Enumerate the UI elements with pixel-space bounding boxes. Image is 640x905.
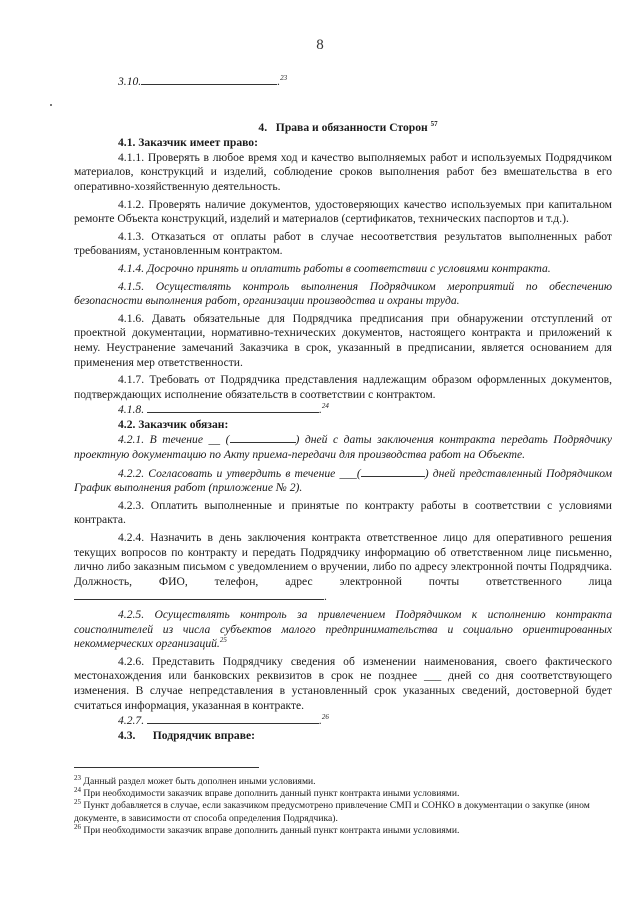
- clause-3-10-number: 3.10.: [118, 75, 142, 88]
- blank-line: [361, 466, 425, 477]
- clause-4-2-2: 4.2.2. Согласовать и утвердить в течение ___( ) дней представленный Подрядчиком График выполнения работ (приложение № 2).: [74, 466, 612, 495]
- subsection-heading: 4.1. Заказчик имеет право:: [118, 136, 258, 150]
- blank-line: [141, 74, 277, 85]
- blank-line: [147, 713, 319, 724]
- footnote-ref: 24: [321, 402, 329, 411]
- page-number: 8: [316, 37, 324, 53]
- clause-4-2-1: 4.2.1. В течение __ ( ) дней с даты заключения контракта передать Подрядчику проектную документацию по Акту приема-передачи для производства работ на Объекте.: [74, 433, 613, 462]
- clause-3-10: 3.10. .$^{23}$: [118, 74, 288, 88]
- clause-4-2-7: 4.2.7. .$^{26}$: [118, 713, 329, 728]
- clause-4-1-3: 4.1.3. Отказаться от оплаты работ в случае несоответствия результатов выполненных работ требованиям, установленным контрактом.: [74, 229, 612, 258]
- footnote-separator: [74, 767, 259, 768]
- clause-4-2-3: 4.2.3. Оплатить выполненные и принятые по контракту работы в соответствии с условиями контракта.: [74, 498, 612, 527]
- footnote: $^{24}$ При необходимости заказчик вправе дополнить данный пункт контракта иными условиями.: [74, 786, 460, 800]
- clause-4-1-7: 4.1.7. Требовать от Подрядчика представления надлежащим образом оформленных документов, подтверждающих исполнение обязательств в соответствии с контрактом.: [74, 373, 612, 401]
- clause-4-1-5: 4.1.5. Осуществлять контроль выполнения Подрядчиком мероприятий по обеспечению безопасности выполнения работ, организации производства и охраны труда.: [74, 279, 612, 308]
- footnote-ref: 57: [430, 119, 438, 128]
- clause-4-1-4: 4.1.4. Досрочно принять и оплатить работы в соответствии с условиями контракта.: [118, 261, 551, 275]
- clause-4-1-8: 4.1.8. .$^{24}$: [118, 402, 329, 417]
- clause-4-2-5: 4.2.5. Осуществлять контроль за привлечением Подрядчиком к исполнению контракта соисполнителей из числа субъектов малого предпринимательства и социально ориентированных некоммерческих организаций.$^{25}$: [74, 608, 612, 651]
- footnote-ref: 23: [280, 74, 288, 83]
- clause-4-2-4: 4.2.4. Назначить в день заключения контракта ответственное лицо для оперативного решения текущих вопросов по контракту и передать Подрядчику информацию об ответственном лице письменно, лично либо заказным письмом с уведомлением о вручении, либо по адресу электронной почты Подрядчика. Должность, ФИО, телефон, адрес электронной почты ответственного лица.: [74, 531, 612, 604]
- scan-speck: [50, 104, 52, 106]
- subsection-heading: 4.3. Подрядчик вправе:: [118, 728, 255, 742]
- footnote-ref: 25: [219, 636, 227, 645]
- section-title: 4. Права и обязанности Сторон $^{57}$: [258, 119, 438, 134]
- footnote: $^{25}$ Пункт добавляется в случае, если заказчиком предусмотрено привлечение СМП и СОНКО в документации о закупке (ином документе, в зависимости от способа определения Подрядчика).: [74, 798, 590, 824]
- blank-line: [230, 432, 296, 443]
- clause-4-1-1: 4.1.1. Проверять в любое время ход и качество выполняемых работ и используемых Подрядчиком материалов, конструкций и изделий, соблюдение сроков выполнения работ без вмешательства в его оперативно-хозяйственную деятельность.: [74, 150, 612, 193]
- clause-4-1-2: 4.1.2. Проверять наличие документов, удостоверяющих качество используемых при капитальном ремонте Объекта конструкций, изделий и материалов (сертификатов, технических паспортов и т.д.).: [74, 197, 612, 226]
- clause-4-2-6: 4.2.6. Представить Подрядчику сведения об изменении наименования, своего фактического местонахождения или банковских реквизитов в срок не позднее ___ дней со дня соответствующего изменения. В случае непредставления в установленный срок указанных сведений, достоверной будет считаться информация, указанная в контракте.: [74, 654, 612, 712]
- footnote: $^{23}$ Данный раздел может быть дополнен иными условиями.: [74, 773, 316, 787]
- blank-line: [74, 589, 324, 600]
- footnotes: [74, 773, 612, 837]
- document-body: [74, 74, 612, 743]
- clause-4-1-6: 4.1.6. Давать обязательные для Подрядчика предписания при обнаружении отступлений от проектной документации, нормативно-технических документов, настоящего контракта и приложений к нему. Неустранение замечаний Заказчика в срок, указанный в предписании, является основанием для применения мер ответственности.: [74, 311, 612, 369]
- footnote: $^{26}$ При необходимости заказчик вправе дополнить данный пункт контракта иными условиями.: [74, 822, 460, 836]
- subsection-heading: 4.2. Заказчик обязан:: [118, 417, 229, 431]
- blank-line: [147, 402, 319, 413]
- footnote-ref: 26: [321, 713, 329, 722]
